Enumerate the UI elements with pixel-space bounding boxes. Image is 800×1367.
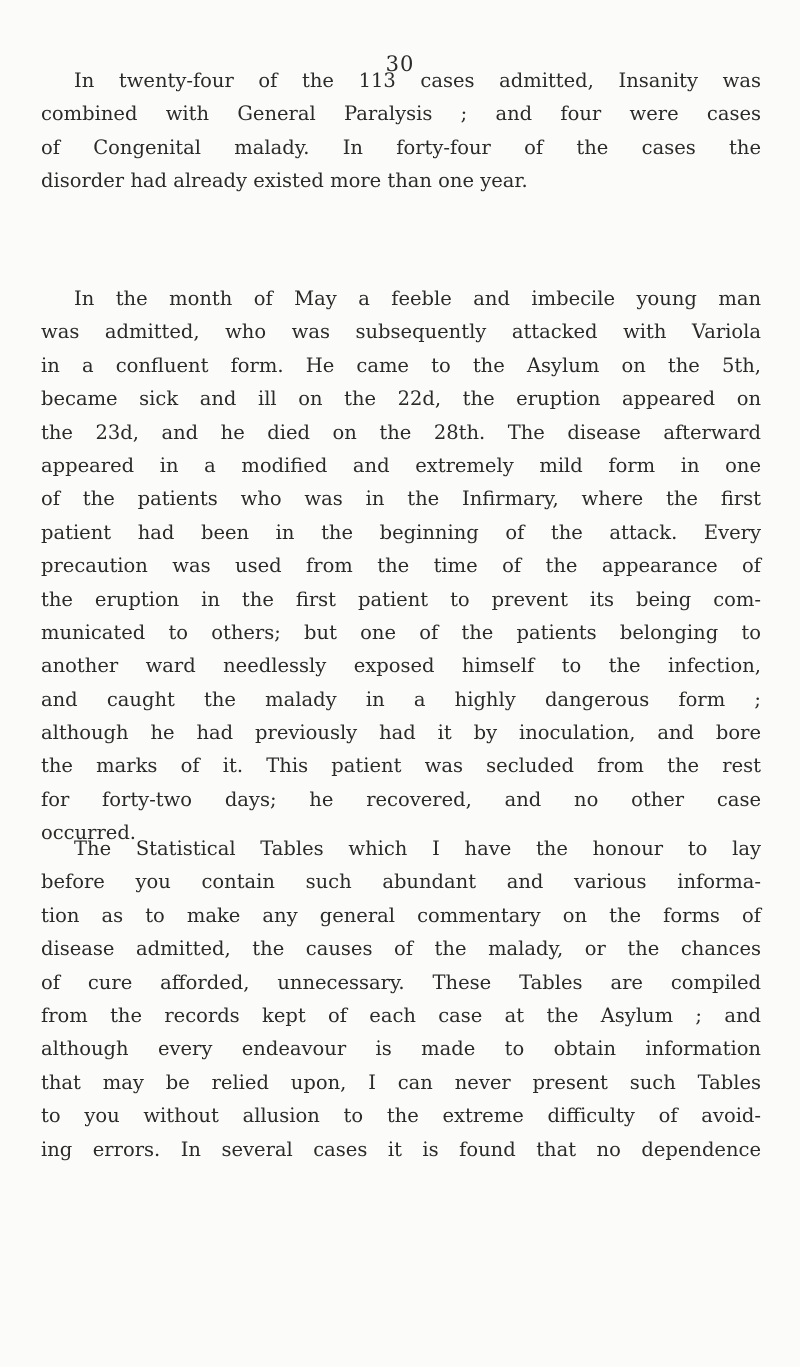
text-line: patient had been in the beginning of the attack. Every bbox=[41, 520, 761, 544]
text-line: for forty-two days; he recovered, and no other case bbox=[41, 787, 761, 811]
text-line: tion as to make any general commentary on the forms of bbox=[41, 903, 761, 927]
text-line: disease admitted, the causes of the malady, or the chances bbox=[41, 937, 761, 961]
text-line: of cure afforded, unnecessary. These Tables are compiled bbox=[41, 970, 761, 994]
paragraph-statistical-tables bbox=[41, 832, 761, 1166]
text-line: and caught the malady in a highly dangerous form ; bbox=[41, 687, 761, 711]
text-line: the eruption in the first patient to prevent its being com- bbox=[41, 587, 761, 611]
text-line: although every endeavour is made to obtain information bbox=[41, 1037, 761, 1061]
text-line: In twenty-four of the 113 cases admitted, Insanity was bbox=[74, 69, 761, 92]
paragraph-variola-case bbox=[41, 282, 761, 850]
text-line: was admitted, who was subsequently attacked with Variola bbox=[41, 320, 761, 344]
text-line: precaution was used from the time of the appearance of bbox=[41, 554, 761, 578]
text-line: that may be relied upon, I can never present such Tables bbox=[41, 1070, 761, 1094]
text-line: became sick and ill on the 22d, the eruption appeared on bbox=[41, 387, 761, 411]
text-line: before you contain such abundant and various informa- bbox=[41, 870, 761, 894]
text-line: of Congenital malady. In forty-four of the cases the bbox=[41, 135, 761, 159]
text-line: combined with General Paralysis ; and four were cases bbox=[41, 102, 761, 126]
text-line: disorder had already existed more than one year. bbox=[41, 169, 528, 193]
text-line: occurred. bbox=[41, 821, 137, 845]
text-line: municated to others; but one of the patients belonging to bbox=[41, 620, 761, 644]
text-line: In the month of May a feeble and imbecile young man bbox=[74, 287, 761, 310]
text-line: appeared in a modified and extremely mild form in one bbox=[41, 453, 761, 477]
paragraph-general-paralysis bbox=[41, 64, 761, 198]
text-line: from the records kept of each case at the Asylum ; and bbox=[41, 1003, 761, 1027]
text-line: in a confluent form. He came to the Asylum on the 5th, bbox=[41, 353, 761, 377]
text-line: of the patients who was in the Infirmary, where the first bbox=[41, 487, 761, 511]
text-line: the 23d, and he died on the 28th. The disease afterward bbox=[41, 420, 761, 444]
text-line: ing errors. In several cases it is found that no dependence bbox=[41, 1137, 761, 1161]
page-number: 30 bbox=[385, 52, 415, 76]
text-line: another ward needlessly exposed himself to the infection, bbox=[41, 654, 761, 678]
text-line: The Statistical Tables which I have the honour to lay bbox=[74, 837, 761, 860]
text-line: the marks of it. This patient was secluded from the rest bbox=[41, 754, 761, 778]
text-line: although he had previously had it by inoculation, and bore bbox=[41, 721, 761, 745]
text-line: to you without allusion to the extreme difficulty of avoid- bbox=[41, 1104, 761, 1128]
